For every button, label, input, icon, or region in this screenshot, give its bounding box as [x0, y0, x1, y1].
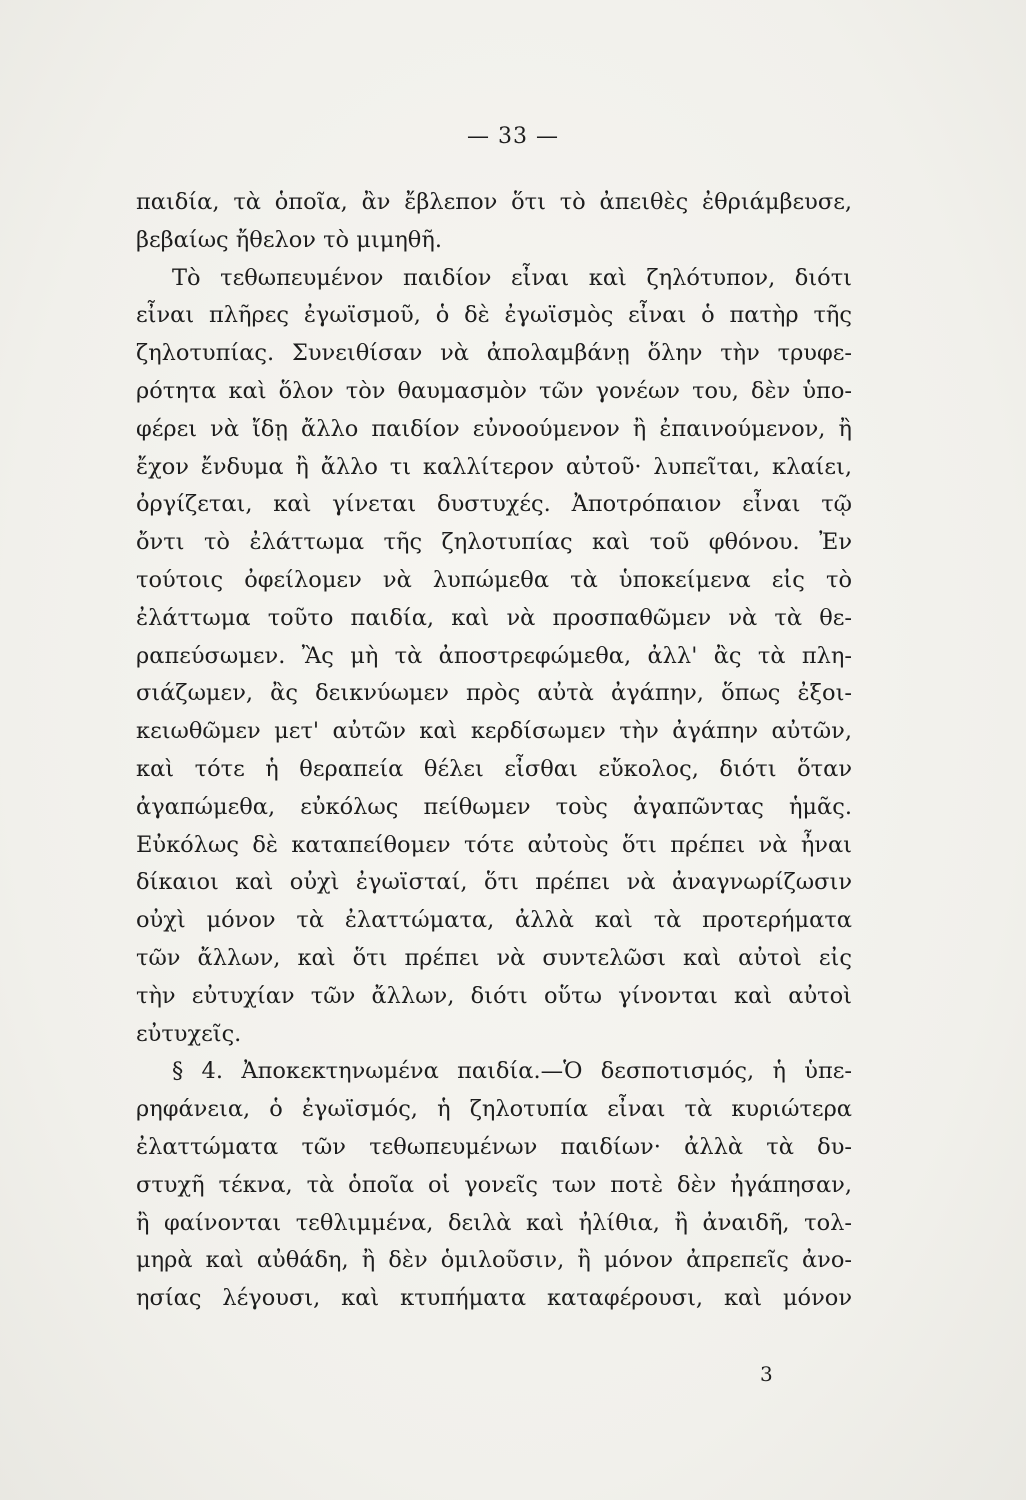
text-line: ὀργίζεται, καὶ γίνεται δυστυχές. Ἀποτρόπαιον εἶναι τῷ — [136, 491, 852, 518]
text-line: στυχῆ τέκνα, τὰ ὁποῖα οἱ γονεῖς των ποτὲ δὲν ἠγάπησαν, — [136, 1171, 852, 1198]
signature-mark: 3 — [760, 1362, 773, 1386]
text-line: τὴν εὐτυχίαν τῶν ἄλλων, διότι οὕτω γίνονται καὶ αὐτοὶ — [136, 982, 852, 1009]
text-line: ἔχον ἔνδυμα ἢ ἄλλο τι καλλίτερον αὐτοῦ· λυπεῖται, κλαίει, — [136, 453, 852, 480]
text-line: κειωθῶμεν μετ' αὐτῶν καὶ κερδίσωμεν τὴν ἀγάπην αὐτῶν, — [136, 718, 852, 745]
text-line: ὄντι τὸ ἐλάττωμα τῆς ζηλοτυπίας καὶ τοῦ φθόνου. Ἐν — [136, 529, 852, 556]
text-line: εὐτυχεῖς. — [136, 1020, 242, 1047]
text-line: ἐλαττώματα τῶν τεθωπευμένων παιδίων· ἀλλὰ τὰ δυ- — [136, 1133, 852, 1160]
text-line: οὐχὶ μόνον τὰ ἐλαττώματα, ἀλλὰ καὶ τὰ προτερήματα — [136, 907, 852, 934]
page-number: — 33 — — [467, 124, 559, 149]
text-line: φέρει νὰ ἴδῃ ἄλλο παιδίον εὐνοούμενον ἢ ἐπαινούμενον, ἢ — [136, 415, 852, 442]
text-line: Εὐκόλως δὲ καταπείθομεν τότε αὐτοὺς ὅτι πρέπει νὰ ἦναι — [136, 831, 852, 858]
text-line: σιάζωμεν, ἂς δεικνύωμεν πρὸς αὐτὰ ἀγάπην, ὅπως ἐξοι- — [136, 680, 852, 707]
text-line: βεβαίως ἤθελον τὸ μιμηθῆ. — [136, 226, 442, 253]
text-line: παιδία, τὰ ὁποῖα, ἂν ἔβλεπον ὅτι τὸ ἀπειθὲς ἐθριάμβευσε, — [136, 189, 852, 215]
text-line: εἶναι πλῆρες ἐγωϊσμοῦ, ὁ δὲ ἐγωϊσμὸς εἶναι ὁ πατὴρ τῆς — [136, 302, 852, 329]
body-text — [136, 184, 852, 1318]
text-line: τῶν ἄλλων, καὶ ὅτι πρέπει νὰ συντελῶσι καὶ αὐτοὶ εἰς — [136, 944, 852, 971]
text-line: ἐλάττωμα τοῦτο παιδία, καὶ νὰ προσπαθῶμεν νὰ τὰ θε- — [136, 604, 852, 631]
text-line: ρηφάνεια, ὁ ἐγωϊσμός, ἡ ζηλοτυπία εἶναι τὰ κυριώτερα — [136, 1096, 852, 1123]
text-line: ραπεύσωμεν. Ἂς μὴ τὰ ἀποστρεφώμεθα, ἀλλ' ἂς τὰ πλη- — [136, 642, 852, 669]
section-heading-line: § 4. Ἀποκεκτηνωμένα παιδία.—Ὁ δεσποτισμός, ἡ ὑπε- — [172, 1058, 852, 1085]
text-line: Τὸ τεθωπευμένον παιδίον εἶναι καὶ ζηλότυπον, διότι — [172, 264, 852, 291]
text-line: μηρὰ καὶ αὐθάδη, ἢ δὲν ὁμιλοῦσιν, ἢ μόνον ἀπρεπεῖς ἀνο- — [136, 1247, 852, 1274]
text-line: ζηλοτυπίας. Συνειθίσαν νὰ ἀπολαμβάνῃ ὅλην τὴν τρυφε- — [136, 340, 852, 367]
text-line: δίκαιοι καὶ οὐχὶ ἐγωϊσταί, ὅτι πρέπει νὰ ἀναγνωρίζωσιν — [136, 869, 852, 896]
text-line: ησίας λέγουσι, καὶ κτυπήματα καταφέρουσι, καὶ μόνον — [136, 1285, 852, 1312]
text-line: τούτοις ὀφείλομεν νὰ λυπώμεθα τὰ ὑποκείμενα εἰς τὸ — [136, 566, 852, 593]
text-line: ἀγαπώμεθα, εὐκόλως πείθωμεν τοὺς ἀγαπῶντας ἡμᾶς. — [136, 793, 852, 820]
text-line: καὶ τότε ἡ θεραπεία θέλει εἶσθαι εὔκολος, διότι ὅταν — [136, 755, 852, 782]
text-line: ἢ φαίνονται τεθλιμμένα, δειλὰ καὶ ἠλίθια, ἢ ἀναιδῆ, τολ- — [136, 1209, 852, 1236]
text-line: ρότητα καὶ ὅλον τὸν θαυμασμὸν τῶν γονέων του, δὲν ὑπο- — [136, 377, 852, 404]
